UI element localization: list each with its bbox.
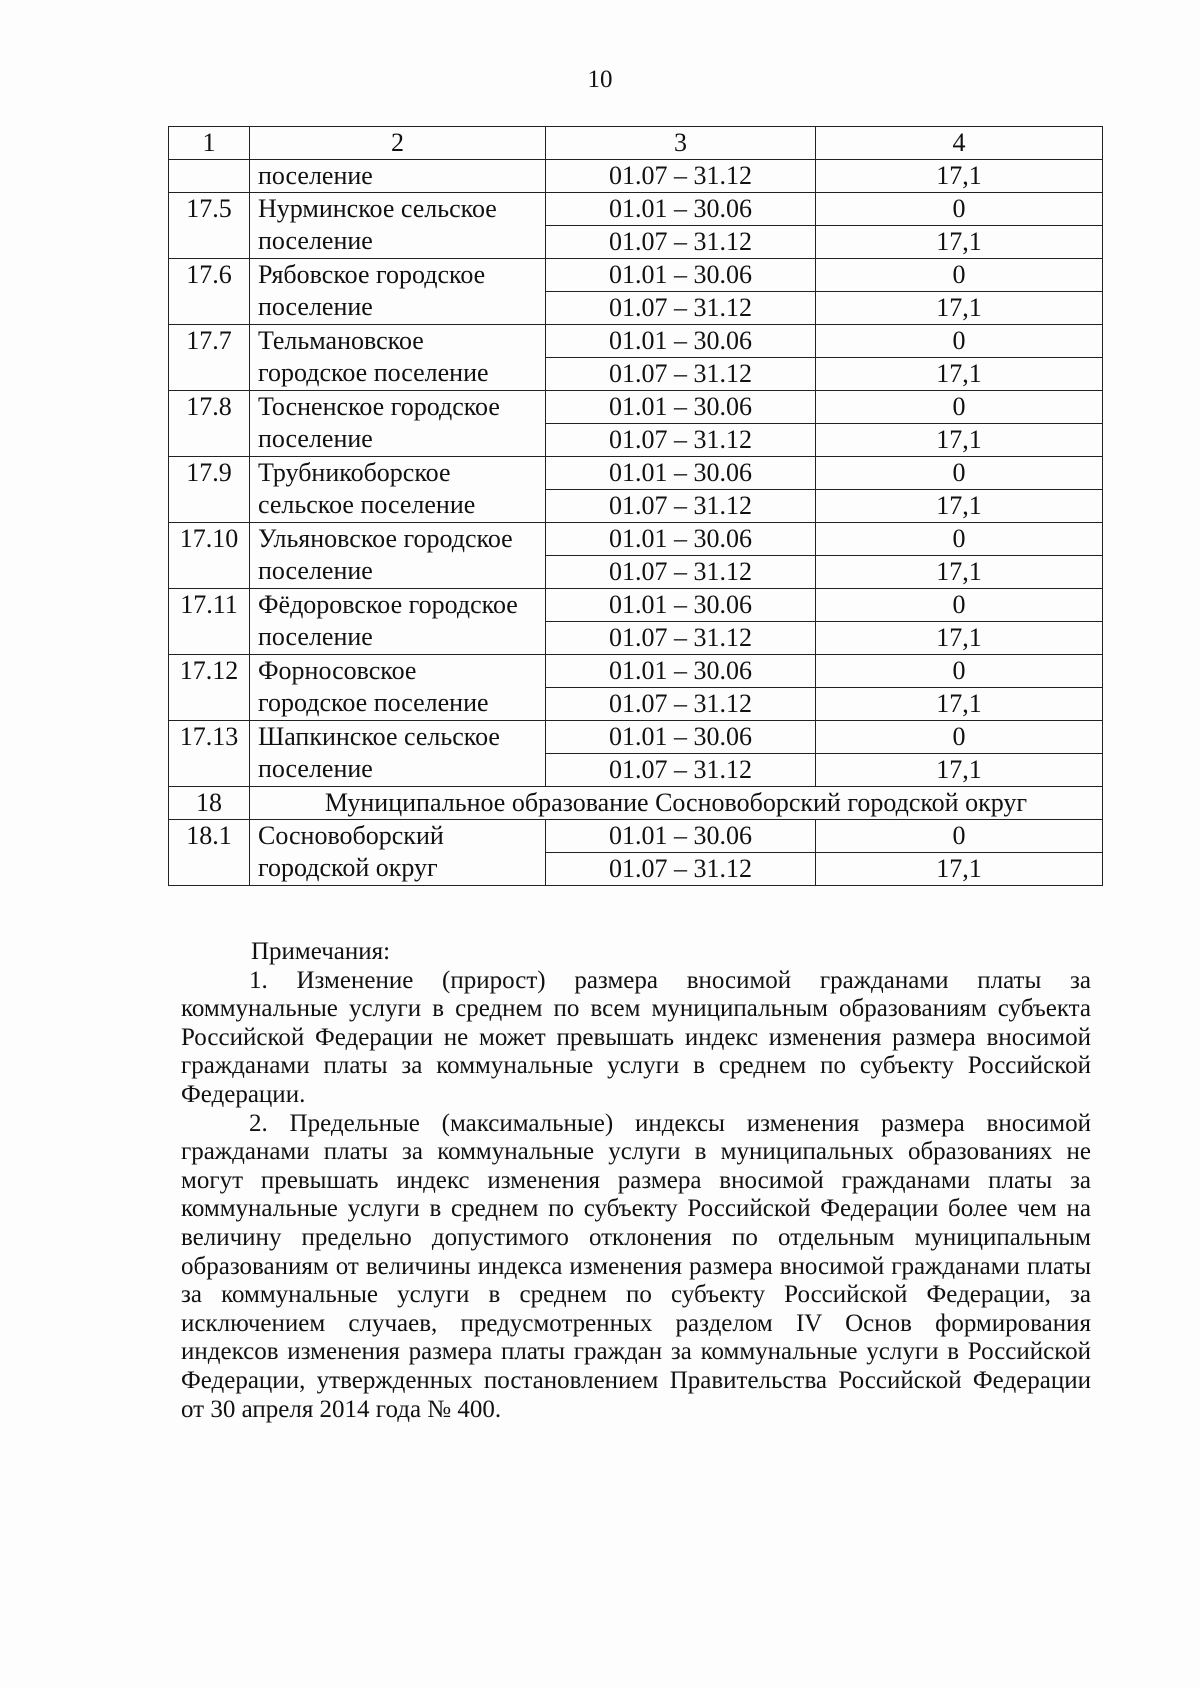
row-period-cell: 01.07 – 31.12 <box>546 622 816 655</box>
table-row <box>169 193 1103 226</box>
row-value-cell: 17,1 <box>816 424 1103 457</box>
row-period-cell: 01.07 – 31.12 <box>546 226 816 259</box>
row-value-cell: 17,1 <box>816 622 1103 655</box>
table-row <box>169 721 1103 754</box>
row-name-line: Форносовское <box>258 656 417 685</box>
section-row <box>169 787 1103 820</box>
row-value-cell: 0 <box>816 391 1103 424</box>
row-name-cell <box>250 391 546 457</box>
row-number-cell: 17.10 <box>169 523 250 589</box>
row-name-cell <box>250 523 546 589</box>
row-value-cell: 17,1 <box>816 490 1103 523</box>
section-number-cell: 18 <box>169 787 250 820</box>
row-period-cell: 01.07 – 31.12 <box>546 358 816 391</box>
row-name-line: поселение <box>258 754 373 783</box>
row-number-cell: 17.7 <box>169 325 250 391</box>
row-name-line: Шапкинское сельское <box>258 722 500 751</box>
table-row <box>169 655 1103 688</box>
note-item-2: 2. Предельные (максимальные) индексы изменения размера вносимой гражданами платы за коммунальные услуги в муниципальных образованиях не могут превышать индекс изменения размера вносимой гражданами платы за коммунальные услуги в среднем по субъекту Российской Федерации более чем на величину предельно допустимого отклонения по отдельным муниципальным образованиям от величины индекса изменения размера вносимой гражданами платы за коммунальные услуги в среднем по субъекту Российской Федерации, за исключением случаев, предусмотренных разделом IV Основ формирования индексов изменения размера платы граждан за коммунальные услуги в Российской Федерации, утвержденных постановлением Правительства Российской Федерации от 30 апреля 2014 года № 400. <box>181 1109 1091 1423</box>
row-name-cell <box>250 457 546 523</box>
row-value-cell: 17,1 <box>816 754 1103 787</box>
table-row <box>169 820 1103 853</box>
row-period-cell: 01.01 – 30.06 <box>546 391 816 424</box>
row-number-cell <box>169 160 250 193</box>
row-name-cell <box>250 655 546 721</box>
row-value-cell: 17,1 <box>816 160 1103 193</box>
row-value-cell: 0 <box>816 523 1103 556</box>
row-value-cell: 17,1 <box>816 226 1103 259</box>
row-period-cell: 01.07 – 31.12 <box>546 292 816 325</box>
row-name-line: сельское поселение <box>258 490 476 519</box>
row-period-cell: 01.07 – 31.12 <box>546 688 816 721</box>
row-name-line: городской округ <box>258 853 438 882</box>
row-number-cell: 17.11 <box>169 589 250 655</box>
table-row <box>169 160 1103 193</box>
row-period-cell: 01.07 – 31.12 <box>546 160 816 193</box>
row-name-cell <box>250 721 546 787</box>
row-period-cell: 01.01 – 30.06 <box>546 721 816 754</box>
notes-section <box>181 938 1091 1424</box>
row-number-cell: 17.5 <box>169 193 250 259</box>
row-name-cell <box>250 820 546 886</box>
notes-title: Примечания: <box>251 938 391 965</box>
table-header-row <box>169 127 1103 160</box>
row-name-line: поселение <box>258 292 373 321</box>
row-period-cell: 01.01 – 30.06 <box>546 589 816 622</box>
row-number-cell: 17.8 <box>169 391 250 457</box>
row-value-cell: 0 <box>816 820 1103 853</box>
row-name-cell: поселение <box>250 160 546 193</box>
table-row <box>169 259 1103 292</box>
row-name-line: Тосненское городское <box>258 392 500 421</box>
row-period-cell: 01.07 – 31.12 <box>546 424 816 457</box>
row-period-cell: 01.01 – 30.06 <box>546 193 816 226</box>
row-name-line: поселение <box>258 424 373 453</box>
row-value-cell: 17,1 <box>816 853 1103 886</box>
row-period-cell: 01.07 – 31.12 <box>546 556 816 589</box>
row-name-line: Нурминское сельское <box>258 194 497 223</box>
row-period-cell: 01.07 – 31.12 <box>546 754 816 787</box>
row-period-cell: 01.01 – 30.06 <box>546 457 816 490</box>
row-name-line: Сосновоборский <box>258 821 444 850</box>
header-col-3: 3 <box>546 127 816 160</box>
row-value-cell: 0 <box>816 457 1103 490</box>
table-row <box>169 325 1103 358</box>
table-row <box>169 391 1103 424</box>
row-value-cell: 0 <box>816 721 1103 754</box>
row-period-cell: 01.01 – 30.06 <box>546 820 816 853</box>
row-name-line: поселение <box>258 556 373 585</box>
row-value-cell: 17,1 <box>816 292 1103 325</box>
row-number-cell: 17.12 <box>169 655 250 721</box>
row-period-cell: 01.01 – 30.06 <box>546 655 816 688</box>
row-name-line: поселение <box>258 226 373 255</box>
header-col-2: 2 <box>250 127 546 160</box>
table-row <box>169 589 1103 622</box>
row-name-line: городское поселение <box>258 688 489 717</box>
section-title-cell: Муниципальное образование Сосновоборский городской округ <box>250 787 1103 820</box>
row-number-cell: 17.6 <box>169 259 250 325</box>
note-item-1: 1. Изменение (прирост) размера вносимой гражданами платы за коммунальные услуги в среднем по всем муниципальным образованиям субъекта Российской Федерации не может превышать индекс изменения размера вносимой гражданами платы за коммунальные услуги в среднем по субъекту Российской Федерации. <box>181 966 1091 1108</box>
row-value-cell: 0 <box>816 655 1103 688</box>
row-value-cell: 17,1 <box>816 556 1103 589</box>
row-period-cell: 01.01 – 30.06 <box>546 325 816 358</box>
table-row <box>169 523 1103 556</box>
row-period-cell: 01.07 – 31.12 <box>546 853 816 886</box>
row-period-cell: 01.01 – 30.06 <box>546 523 816 556</box>
row-number-cell: 17.9 <box>169 457 250 523</box>
page-number: 10 <box>587 66 613 93</box>
row-value-cell: 0 <box>816 259 1103 292</box>
row-name-line: Рябовское городское <box>258 260 486 289</box>
header-col-1: 1 <box>169 127 250 160</box>
row-name-cell <box>250 193 546 259</box>
row-value-cell: 0 <box>816 325 1103 358</box>
row-value-cell: 0 <box>816 589 1103 622</box>
row-name-line: Ульяновское городское <box>258 524 513 553</box>
row-name-line: поселение <box>258 622 373 651</box>
row-name-line: Тельмановское <box>258 326 424 355</box>
table-body <box>169 127 1103 886</box>
tariff-table <box>168 126 1103 886</box>
row-name-line: Трубникоборское <box>258 458 451 487</box>
row-name-cell <box>250 259 546 325</box>
row-number-cell: 18.1 <box>169 820 250 886</box>
row-name-cell <box>250 589 546 655</box>
table-row <box>169 457 1103 490</box>
row-value-cell: 17,1 <box>816 358 1103 391</box>
row-period-cell: 01.01 – 30.06 <box>546 259 816 292</box>
row-number-cell: 17.13 <box>169 721 250 787</box>
row-period-cell: 01.07 – 31.12 <box>546 490 816 523</box>
row-value-cell: 0 <box>816 193 1103 226</box>
row-name-line: городское поселение <box>258 358 489 387</box>
header-col-4: 4 <box>816 127 1103 160</box>
row-name-line: Фёдоровское городское <box>258 590 518 619</box>
row-value-cell: 17,1 <box>816 688 1103 721</box>
row-name-cell <box>250 325 546 391</box>
